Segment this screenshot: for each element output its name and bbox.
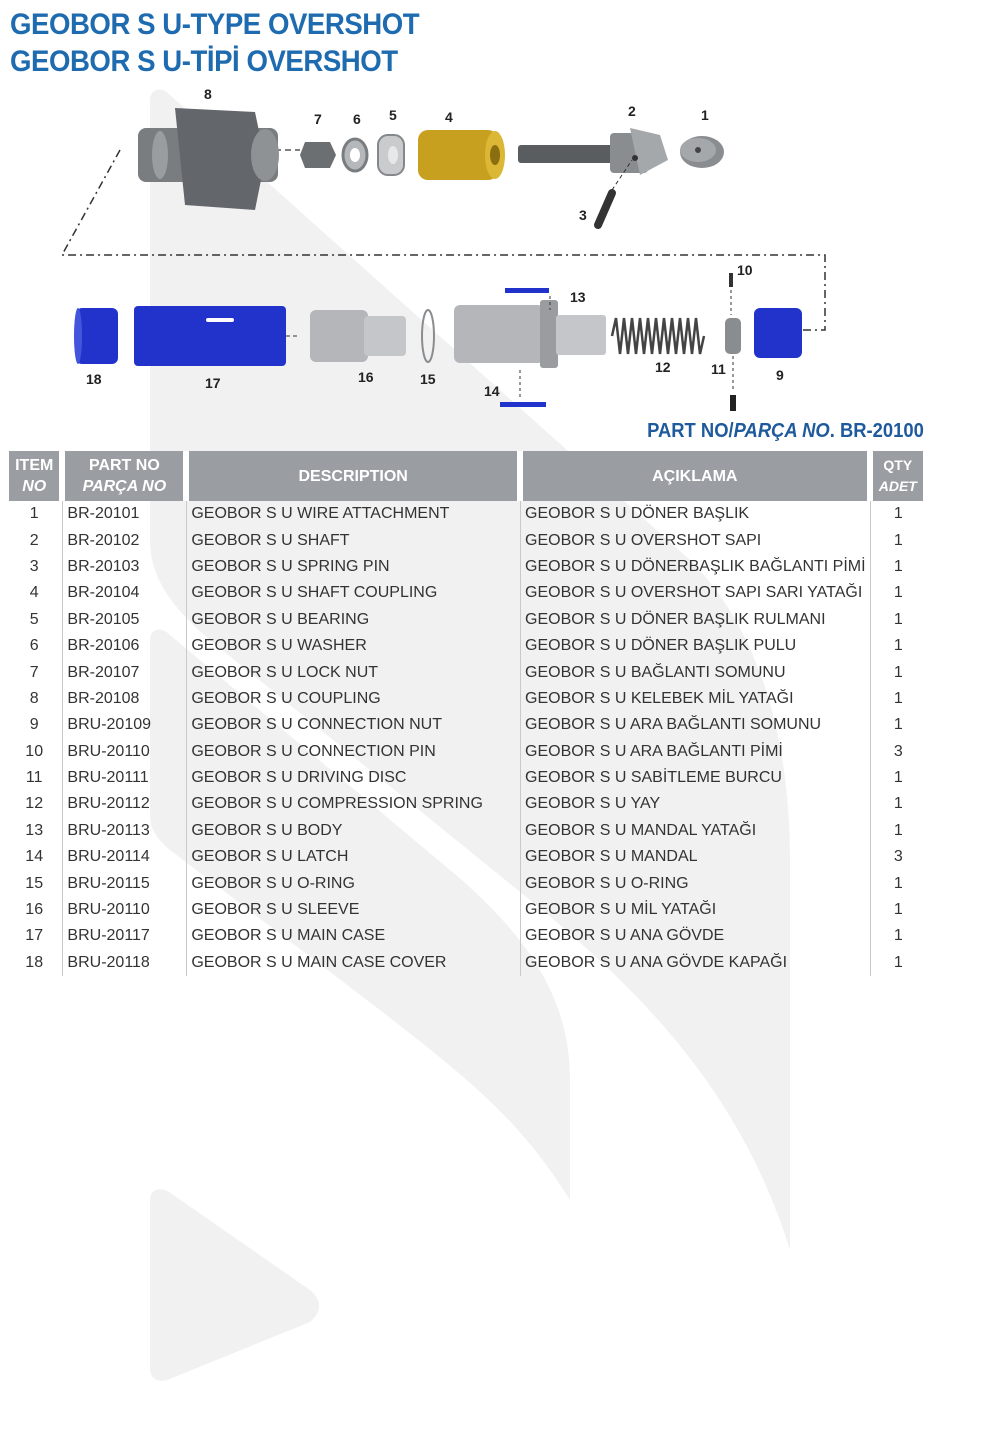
header-aciklama: AÇIKLAMA <box>520 451 870 501</box>
qty-cell: 1 <box>870 712 926 738</box>
aciklama-cell: GEOBOR S U DÖNER BAŞLIK PULU <box>520 633 870 659</box>
header-description: DESCRIPTION <box>186 451 520 501</box>
label-8: 8 <box>204 86 212 102</box>
description-cell: GEOBOR S U SHAFT <box>186 527 520 553</box>
label-11: 11 <box>711 361 726 377</box>
table-row <box>6 712 926 738</box>
part-no-cell: BR-20102 <box>62 527 186 553</box>
label-1: 1 <box>701 107 709 123</box>
part-no-cell: BRU-20112 <box>62 791 186 817</box>
aciklama-cell: GEOBOR S U YAY <box>520 791 870 817</box>
qty-cell: 1 <box>870 950 926 976</box>
label-14: 14 <box>484 383 500 399</box>
part-8-coupling <box>138 108 279 210</box>
label-4: 4 <box>445 109 453 125</box>
qty-cell: 1 <box>870 527 926 553</box>
aciklama-cell: GEOBOR S U DÖNER BAŞLIK <box>520 501 870 527</box>
part-no-cell: BR-20106 <box>62 633 186 659</box>
part-1-wire-attachment <box>680 136 724 168</box>
part-2-shaft <box>518 128 668 175</box>
part-no-cell: BRU-20110 <box>62 897 186 923</box>
qty-cell: 1 <box>870 607 926 633</box>
part-no-cell: BRU-20109 <box>62 712 186 738</box>
item-cell: 8 <box>29 689 39 707</box>
part-18-main-case-cover <box>74 308 118 364</box>
label-12: 12 <box>655 359 671 375</box>
item-cell: 15 <box>25 874 44 892</box>
qty-cell: 1 <box>870 870 926 896</box>
label-7: 7 <box>314 111 322 127</box>
aciklama-cell: GEOBOR S U ARA BAĞLANTI SOMUNU <box>520 712 870 738</box>
part-no-cell: BRU-20117 <box>62 923 186 949</box>
description-cell: GEOBOR S U LOCK NUT <box>186 659 520 685</box>
aciklama-cell: GEOBOR S U DÖNERBAŞLIK BAĞLANTI PİMİ <box>520 554 870 580</box>
part-no-cell: BR-20101 <box>62 501 186 527</box>
label-5: 5 <box>389 107 397 123</box>
aciklama-cell: GEOBOR S U SABİTLEME BURCU <box>520 765 870 791</box>
part-14-latch <box>500 370 546 407</box>
qty-cell: 1 <box>870 765 926 791</box>
item-cell: 18 <box>25 953 44 971</box>
description-cell: GEOBOR S U LATCH <box>186 844 520 870</box>
table-row <box>6 633 926 659</box>
part-no-cell: BRU-20110 <box>62 739 186 765</box>
aciklama-cell: GEOBOR S U MİL YATAĞI <box>520 897 870 923</box>
description-cell: GEOBOR S U CONNECTION NUT <box>186 712 520 738</box>
item-cell: 4 <box>29 584 39 602</box>
table-row <box>6 554 926 580</box>
part-no-cell: BR-20105 <box>62 607 186 633</box>
part-11-driving-disc <box>725 318 741 411</box>
description-cell: GEOBOR S U CONNECTION PIN <box>186 739 520 765</box>
aciklama-cell: GEOBOR S U MANDAL <box>520 844 870 870</box>
table-row <box>6 923 926 949</box>
qty-cell: 1 <box>870 791 926 817</box>
header-qty: QTY ADET <box>870 451 926 501</box>
part-10-connection-pin <box>729 273 733 315</box>
part-no-cell: BRU-20111 <box>62 765 186 791</box>
exploded-parts-diagram <box>0 80 1000 420</box>
table-row <box>6 527 926 553</box>
item-cell: 12 <box>25 795 44 813</box>
label-13: 13 <box>570 289 586 305</box>
item-cell: 9 <box>29 716 39 734</box>
item-cell: 7 <box>29 663 39 681</box>
table-row <box>6 950 926 976</box>
item-cell: 14 <box>25 848 44 866</box>
table-row <box>6 501 926 527</box>
aciklama-cell: GEOBOR S U MANDAL YATAĞI <box>520 818 870 844</box>
qty-cell: 1 <box>870 897 926 923</box>
label-16: 16 <box>358 369 374 385</box>
part-4-shaft-coupling <box>418 130 505 180</box>
part-no-cell: BR-20107 <box>62 659 186 685</box>
description-cell: GEOBOR S U SHAFT COUPLING <box>186 580 520 606</box>
item-cell: 5 <box>29 610 39 628</box>
parts-table <box>6 451 926 976</box>
item-cell: 13 <box>25 821 44 839</box>
item-cell: 16 <box>25 901 44 919</box>
label-6: 6 <box>353 111 361 127</box>
part-no-cell: BRU-20118 <box>62 950 186 976</box>
item-cell: 3 <box>29 557 39 575</box>
part-no-label-tr: PARÇA NO <box>733 420 830 442</box>
description-cell: GEOBOR S U BODY <box>186 818 520 844</box>
item-cell: 6 <box>29 637 39 655</box>
item-cell: 2 <box>29 531 39 549</box>
table-row <box>6 897 926 923</box>
qty-cell: 1 <box>870 501 926 527</box>
description-cell: GEOBOR S U SLEEVE <box>186 897 520 923</box>
part-number-heading <box>647 420 924 443</box>
table-row <box>6 739 926 765</box>
table-row <box>6 607 926 633</box>
description-cell: GEOBOR S U COMPRESSION SPRING <box>186 791 520 817</box>
qty-cell: 1 <box>870 818 926 844</box>
description-cell: GEOBOR S U WIRE ATTACHMENT <box>186 501 520 527</box>
qty-cell: 1 <box>870 580 926 606</box>
part-9-connection-nut <box>754 308 802 358</box>
part-no-cell: BRU-20114 <box>62 844 186 870</box>
part-no-label-en: PART NO/ <box>647 420 734 442</box>
header-item: ITEM NO <box>6 451 62 501</box>
part-6-washer <box>343 139 367 171</box>
part-15-o-ring <box>422 310 434 362</box>
part-no-cell: BR-20104 <box>62 580 186 606</box>
part-17-main-case <box>134 306 300 366</box>
description-cell: GEOBOR S U COUPLING <box>186 686 520 712</box>
title-turkish: GEOBOR S U-TİPİ OVERSHOT <box>10 45 398 78</box>
aciklama-cell: GEOBOR S U ARA BAĞLANTI PİMİ <box>520 739 870 765</box>
table-row <box>6 870 926 896</box>
part-12-compression-spring <box>612 318 704 354</box>
description-cell: GEOBOR S U DRIVING DISC <box>186 765 520 791</box>
aciklama-cell: GEOBOR S U OVERSHOT SAPI <box>520 527 870 553</box>
table-row <box>6 580 926 606</box>
item-cell: 11 <box>25 769 43 787</box>
aciklama-cell: GEOBOR S U BAĞLANTI SOMUNU <box>520 659 870 685</box>
part-7-lock-nut <box>300 142 336 168</box>
part-no-cell: BR-20103 <box>62 554 186 580</box>
description-cell: GEOBOR S U WASHER <box>186 633 520 659</box>
qty-cell: 3 <box>870 739 926 765</box>
aciklama-cell: GEOBOR S U KELEBEK MİL YATAĞI <box>520 686 870 712</box>
aciklama-cell: GEOBOR S U ANA GÖVDE <box>520 923 870 949</box>
description-cell: GEOBOR S U MAIN CASE <box>186 923 520 949</box>
aciklama-cell: GEOBOR S U DÖNER BAŞLIK RULMANI <box>520 607 870 633</box>
part-no-cell: BR-20108 <box>62 686 186 712</box>
label-2: 2 <box>628 103 636 119</box>
label-15: 15 <box>420 371 436 387</box>
part-no-dot: . <box>829 420 836 442</box>
title-english: GEOBOR S U-TYPE OVERSHOT <box>10 8 420 41</box>
qty-cell: 3 <box>870 844 926 870</box>
table-header-row <box>6 451 926 501</box>
aciklama-cell: GEOBOR S U OVERSHOT SAPI SARI YATAĞI <box>520 580 870 606</box>
qty-cell: 1 <box>870 923 926 949</box>
label-9: 9 <box>776 367 784 383</box>
item-cell: 1 <box>29 505 39 523</box>
description-cell: GEOBOR S U BEARING <box>186 607 520 633</box>
table-row <box>6 659 926 685</box>
header-part-no: PART NO PARÇA NO <box>62 451 186 501</box>
label-18: 18 <box>86 371 102 387</box>
table-row <box>6 765 926 791</box>
description-cell: GEOBOR S U MAIN CASE COVER <box>186 950 520 976</box>
qty-cell: 1 <box>870 554 926 580</box>
qty-cell: 1 <box>870 686 926 712</box>
description-cell: GEOBOR S U O-RING <box>186 870 520 896</box>
label-17: 17 <box>205 375 221 391</box>
aciklama-cell: GEOBOR S U ANA GÖVDE KAPAĞI <box>520 950 870 976</box>
qty-cell: 1 <box>870 633 926 659</box>
table-row <box>6 686 926 712</box>
label-10: 10 <box>737 262 753 278</box>
item-cell: 17 <box>25 927 44 945</box>
qty-cell: 1 <box>870 659 926 685</box>
table-row <box>6 791 926 817</box>
part-no-value: BR-20100 <box>840 420 924 442</box>
part-16-sleeve <box>310 310 406 362</box>
part-5-bearing <box>378 135 404 175</box>
table-row <box>6 844 926 870</box>
description-cell: GEOBOR S U SPRING PIN <box>186 554 520 580</box>
part-no-cell: BRU-20113 <box>62 818 186 844</box>
part-no-cell: BRU-20115 <box>62 870 186 896</box>
aciklama-cell: GEOBOR S U O-RING <box>520 870 870 896</box>
label-3: 3 <box>579 207 587 223</box>
table-row <box>6 818 926 844</box>
item-cell: 10 <box>25 742 44 760</box>
